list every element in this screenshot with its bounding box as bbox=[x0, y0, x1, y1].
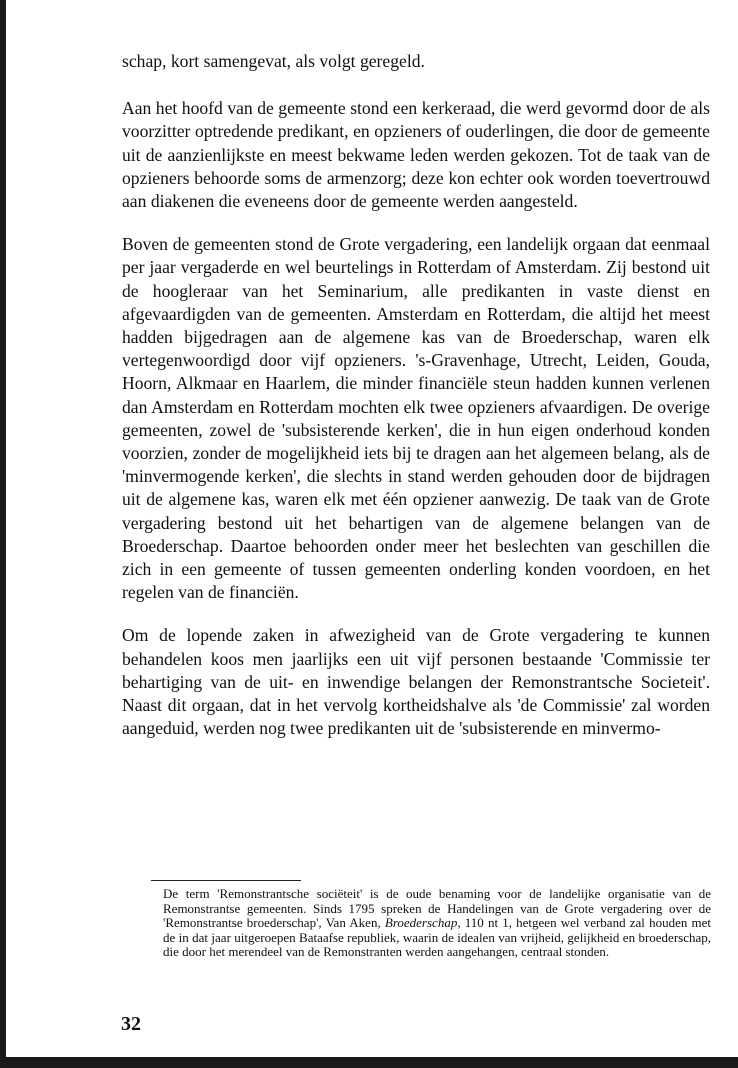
page-number: 32 bbox=[121, 1013, 141, 1035]
paragraph-commissie: Om de lopende zaken in afwezigheid van de Grote vergadering te kunnen behandelen koos men jaarlijks een uit vijf personen bestaande 'Commissie ter behartiging van de uit- en inwendige belangen der Remonstrantsche Societeit'. Naast dit orgaan, dat in het vervolg kortheidshalve als 'de Commissie' zal worden aangeduid, werden nog twee predikanten uit de 'subsisterende en minvermo- bbox=[122, 625, 710, 739]
footnote-text-end: , 110 nt 1, hetgeen wel verband zal houden met de in dat jaar uitgeroepen Bataafse republiek, waarin de idealen van vrijheid, gelijkheid en broederschap, die door het merendeel van de Remonstranten werden aangehangen, centraal stonden. bbox=[163, 915, 712, 960]
paragraph-kerkeraad: Aan het hoofd van de gemeente stond een kerkeraad, die werd gevormd door de als voorzitter optredende predikant, en opzieners of ouderlingen, die door de gemeente uit de aanzienlijkste en meest bekwame leden werden gekozen. Tot de taak van de opzieners behoorde soms de armenzorg; deze kon echter ook worden toevertrouwd aan diakenen die eveneens door de gemeente werden aangesteld. bbox=[122, 98, 710, 212]
scan-bottom-edge bbox=[0, 1057, 738, 1068]
footnote-text-start: De term 'Remonstrantsche sociëteit' is de oude benaming voor de landelijke organisatie van de Remonstrantse gemeenten. Sinds 1795 spreken de Handelingen van de Grote vergadering over de 'Remonstrantse broederschap', Van Aken, bbox=[163, 886, 711, 931]
paragraph-grote-vergadering: Boven de gemeenten stond de Grote vergadering, een landelijk orgaan dat eenmaal per jaar vergaderde en wel beurtelings in Rotterdam of Amsterdam. Zij bestond uit de hoogleraar van het Seminarium, alle predikanten in vaste dienst en afgevaardigden van de gemeenten. Amsterdam en Rotterdam, die altijd het meest hadden bijgedragen aan de algemene kas van de Broederschap, waren elk vertegenwoordigd door vijf opzieners. 's-Gravenhage, Utrecht, Leiden, Gouda, Hoorn, Alkmaar en Haarlem, die minder financiële steun hadden kunnen verlenen dan Amsterdam en Rotterdam mochten elk twee opzieners afvaardigen. De overige gemeenten, zowel de 'subsisterende kerken', die in hun eigen onderhoud konden voorzien, zonder de mogelijkheid iets bij te dragen aan het algemeen belang, als de 'minvermogende kerken', die slechts in stand werden gehouden door de bijdragen uit de algemene kas, waren elk met één opziener aanwezig. De taak van de Grote vergadering bestond uit het behartigen van de algemene belangen van de Broederschap. Daartoe behoorden onder meer het beslechten van geschillen die zich in een gemeente of tussen gemeenten onderling konden voordoen, en het regelen van de financiën. bbox=[122, 234, 710, 603]
body-text bbox=[122, 50, 710, 760]
footnote bbox=[163, 887, 711, 960]
footnote-separator bbox=[151, 880, 301, 881]
paragraph-continuation: schap, kort samengevat, als volgt geregeld. bbox=[122, 51, 425, 71]
footnote-italic-title: Broederschap bbox=[384, 915, 458, 931]
scan-left-edge bbox=[0, 0, 6, 1068]
